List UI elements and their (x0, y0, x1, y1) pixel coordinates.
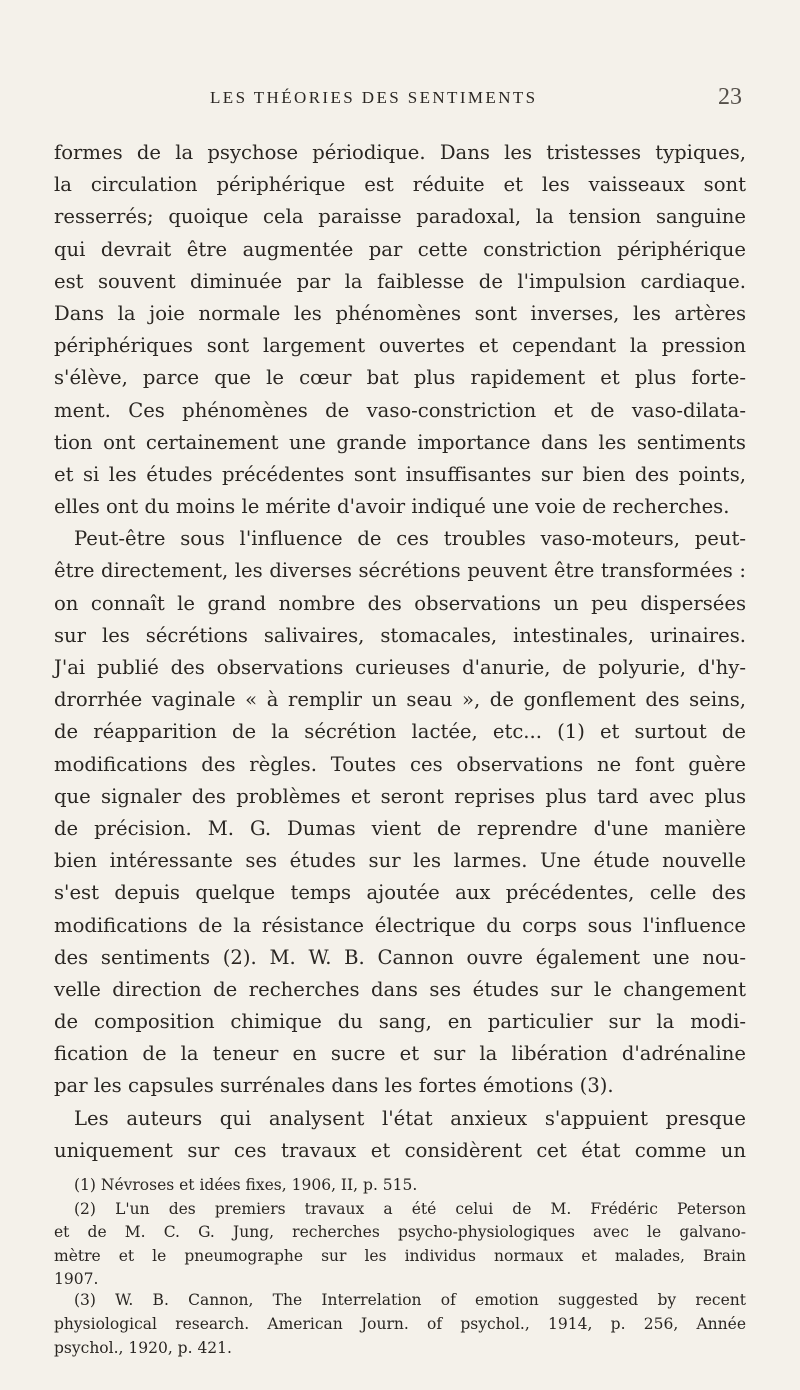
page-number: 23 (718, 84, 742, 110)
body-line: modifications de la résistance électrique du corps sous l'influence (54, 913, 746, 937)
footnote-line: mètre et le pneumographe sur les individus normaux et malades, Brain (54, 1246, 746, 1265)
body-line: sur les sécrétions salivaires, stomacales, intestinales, urinaires. (54, 623, 746, 647)
body-line: Dans la joie normale les phénomènes sont inverses, les artères (54, 301, 746, 325)
body-line: Les auteurs qui analysent l'état anxieux s'appuient presque (74, 1106, 746, 1130)
body-line: fication de la teneur en sucre et sur la libération d'adrénaline (54, 1042, 746, 1066)
body-line: périphériques sont largement ouvertes et cependant la pression (54, 334, 746, 358)
body-line: tion ont certainement une grande importance dans les sentiments (54, 430, 746, 454)
body-line: resserrés; quoique cela paraisse paradoxal, la tension sanguine (54, 205, 746, 229)
footnote-line: (1) Névroses et idées fixes, 1906, II, p. 515. (74, 1176, 418, 1194)
body-line: s'élève, parce que le cœur bat plus rapidement et plus forte- (54, 366, 746, 390)
body-line: elles ont du moins le mérite d'avoir indiqué une voie de recherches. (54, 495, 730, 519)
footnote-line: et de M. C. G. Jung, recherches psycho-physiologiques avec le galvano- (54, 1223, 746, 1242)
body-line: J'ai publié des observations curieuses d'anurie, de polyurie, d'hy- (54, 656, 746, 679)
body-line: uniquement sur ces travaux et considèrent cet état comme un (54, 1138, 746, 1162)
body-line: qui devrait être augmentée par cette constriction périphérique (54, 237, 746, 261)
body-line: est souvent diminuée par la faiblesse de l'impulsion cardiaque. (54, 269, 746, 293)
body-line: ment. Ces phénomènes de vaso-constriction et de vaso-dilata- (54, 398, 746, 422)
body-line: la circulation périphérique est réduite et les vaisseaux sont (54, 173, 746, 197)
body-line: modifications des règles. Toutes ces observations ne font guère (54, 752, 746, 776)
footnote-line: physiological research. American Journ. of psychol., 1914, p. 256, Année (54, 1314, 746, 1333)
body-line: formes de la psychose périodique. Dans les tristesses typiques, (54, 141, 746, 164)
footnote-line: (2) L'un des premiers travaux a été celui de M. Frédéric Peterson (74, 1199, 746, 1218)
body-line: drorrhée vaginale « à remplir un seau », de gonflement des seins, (54, 688, 746, 712)
body-line: de réapparition de la sécrétion lactée, etc... (1) et surtout de (54, 720, 746, 744)
running-head (0, 84, 800, 114)
body-line: de composition chimique du sang, en particulier sur la modi- (54, 1010, 746, 1034)
body-line: des sentiments (2). M. W. B. Cannon ouvre également une nou- (54, 945, 746, 969)
body-line: velle direction de recherches dans ses études sur le changement (54, 977, 746, 1001)
body-text (54, 137, 746, 1167)
footnote-line: 1907. (54, 1270, 99, 1289)
body-line: Peut-être sous l'influence de ces troubles vaso-moteurs, peut- (74, 527, 746, 551)
body-line: et si les études précédentes sont insuffisantes sur bien des points, (54, 462, 746, 486)
footnote-line: psychol., 1920, p. 421. (54, 1338, 232, 1357)
footnotes (54, 1174, 746, 1360)
body-line: de précision. M. G. Dumas vient de reprendre d'une manière (54, 816, 746, 840)
body-line: on connaît le grand nombre des observations un peu dispersées (54, 591, 746, 615)
footnote-line: (3) W. B. Cannon, The Interrelation of emotion suggested by recent (74, 1291, 746, 1310)
body-line: être directement, les diverses sécrétions peuvent être transformées : (54, 559, 746, 583)
body-line: bien intéressante ses études sur les larmes. Une étude nouvelle (54, 849, 746, 873)
body-line: s'est depuis quelque temps ajoutée aux précédentes, celle des (54, 881, 746, 905)
running-title: LES THÉORIES DES SENTIMENTS (210, 88, 538, 107)
body-line: par les capsules surrénales dans les fortes émotions (3). (54, 1074, 614, 1098)
body-line: que signaler des problèmes et seront reprises plus tard avec plus (54, 784, 746, 808)
